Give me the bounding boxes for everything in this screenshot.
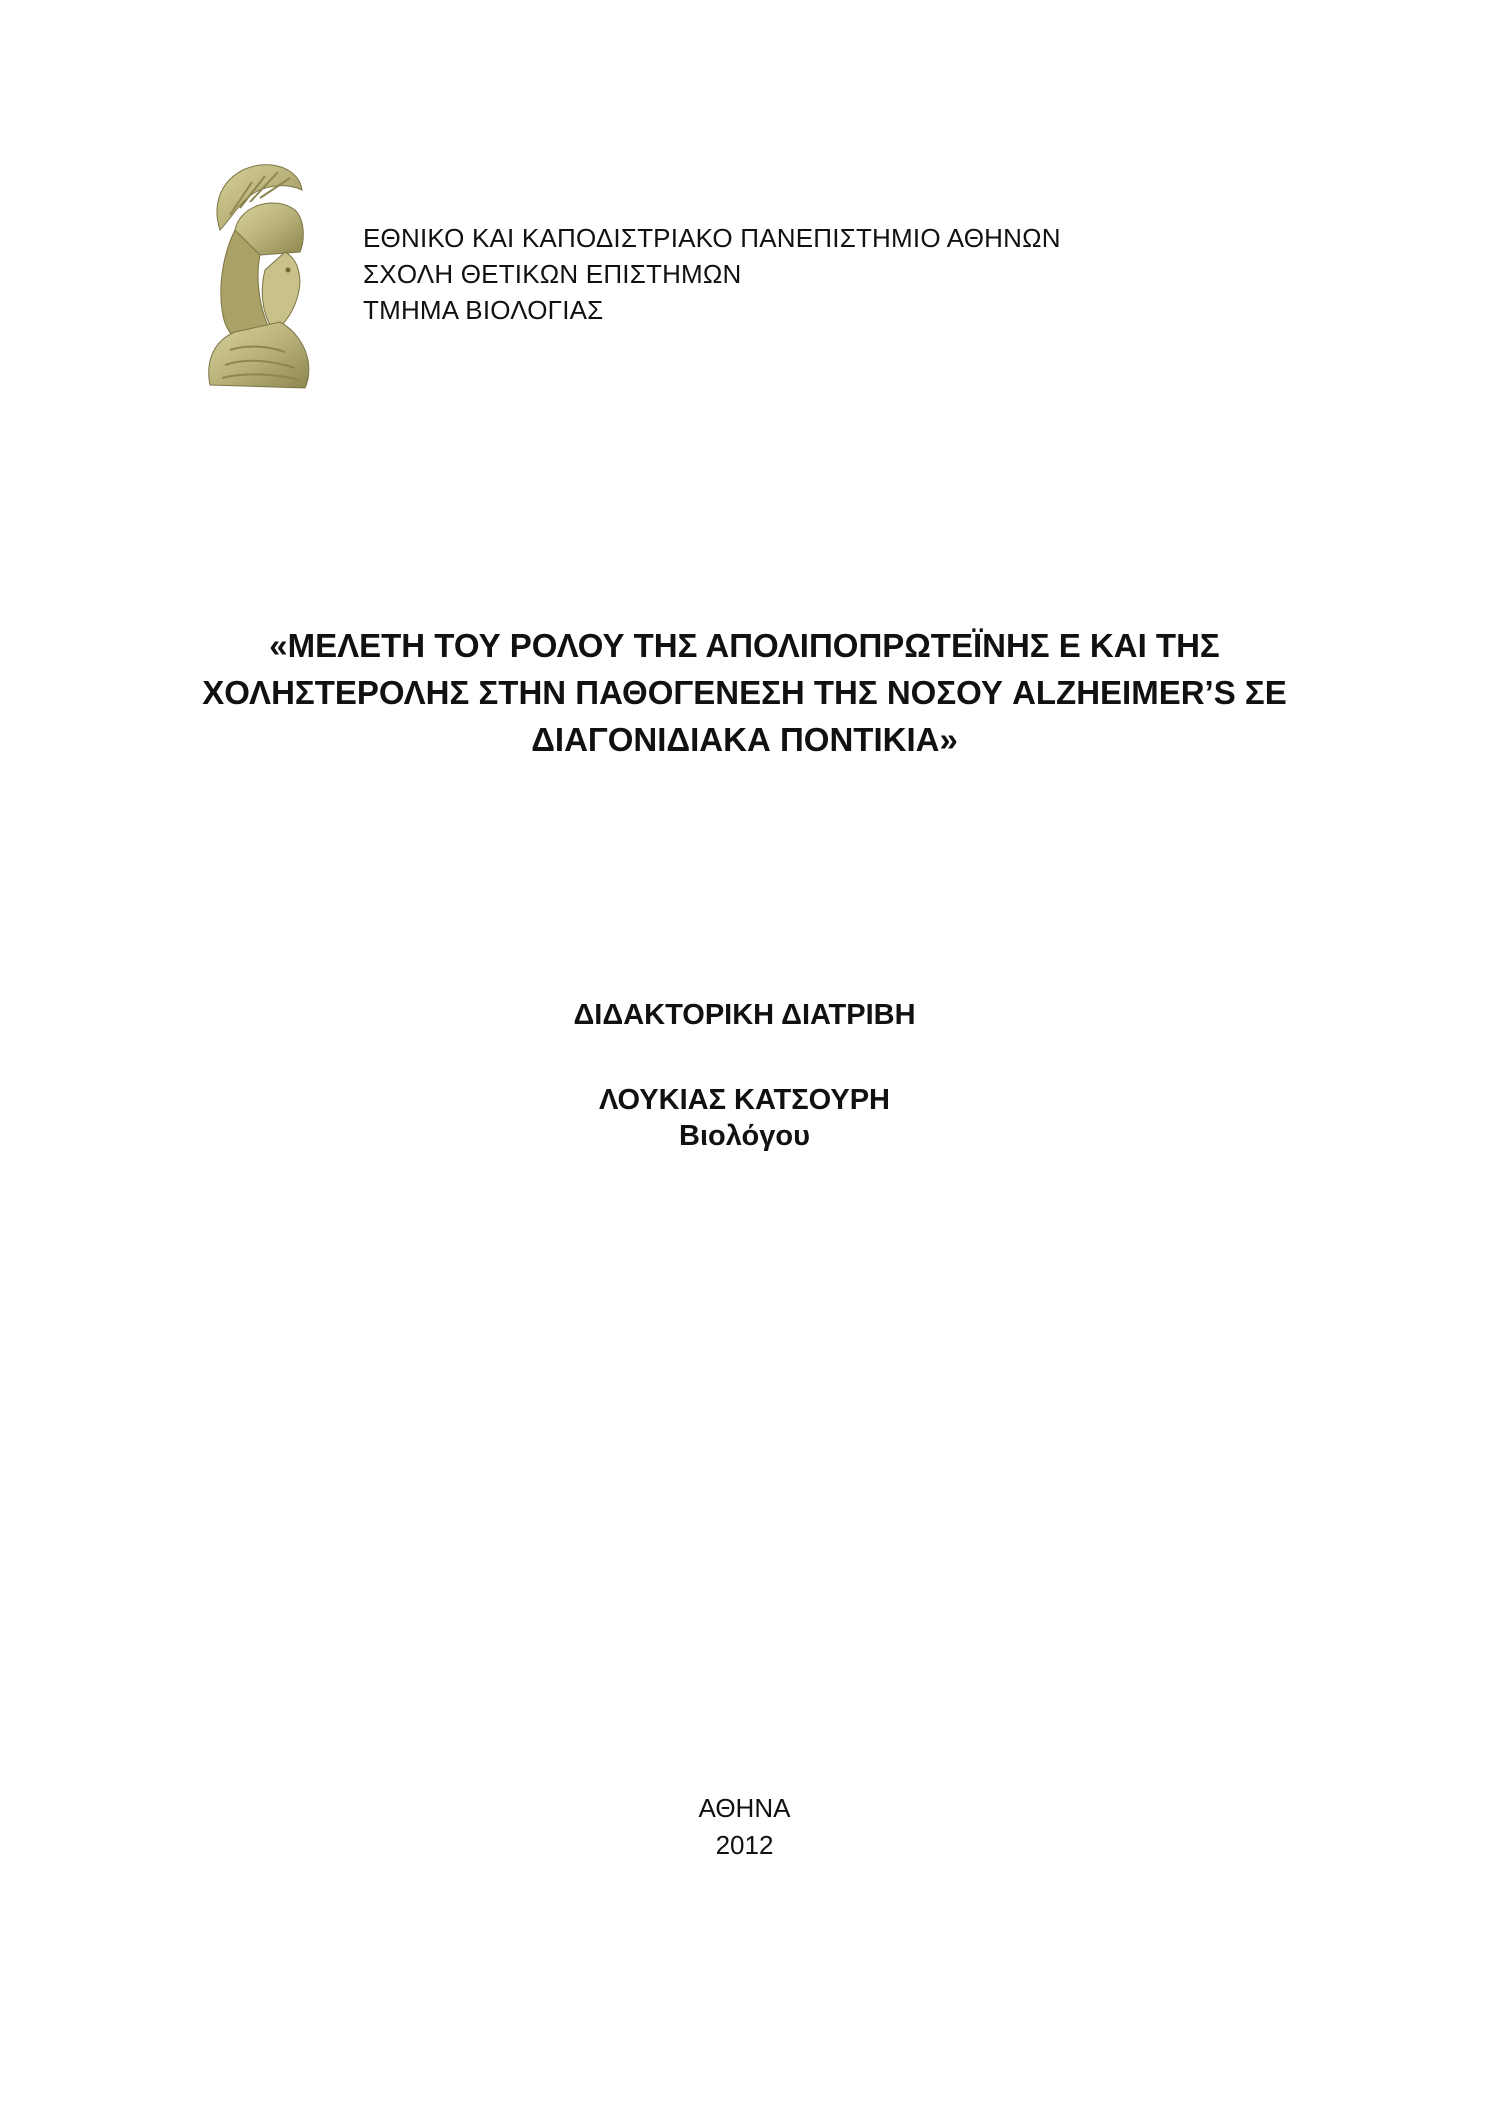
year: 2012 (715, 1830, 774, 1860)
author-role: Βιολόγου (679, 1120, 810, 1152)
university-name: ΕΘΝΙΚΟ ΚΑΙ ΚΑΠΟΔΙΣΤΡΙΑΚΟ ΠΑΝΕΠΙΣΤΗΜΙΟ ΑΘΗΝΩΝ (363, 223, 1061, 253)
thesis-title-line: «ΜΕΛΕΤΗ ΤΟΥ ΡΟΛΟΥ ΤΗΣ ΑΠΟΛΙΠΟΠΡΩΤΕΪΝΗΣ Ε ΚΑΙ ΤΗΣ (269, 627, 1220, 664)
institution-block (363, 220, 1061, 328)
document-type: ΔΙΔΑΚΤΟΡΙΚΗ ΔΙΑΤΡΙΒΗ (573, 999, 916, 1031)
thesis-title (150, 622, 1339, 763)
city: ΑΘΗΝΑ (698, 1793, 791, 1823)
author-name: ΛΟΥΚΙΑΣ ΚΑΤΣΟΥΡΗ (598, 1084, 891, 1116)
athena-emblem-icon (190, 160, 330, 390)
thesis-title-line: ΧΟΛΗΣΤΕΡΟΛΗΣ ΣΤΗΝ ΠΑΘΟΓΕΝΕΣΗ ΤΗΣ ΝΟΣΟΥ ALZHEIMER’S ΣΕ (202, 674, 1287, 711)
place-and-year (0, 1790, 1489, 1864)
department-name: ΤΜΗΜΑ ΒΙΟΛΟΓΙΑΣ (363, 295, 604, 325)
school-name: ΣΧΟΛΗ ΘΕΤΙΚΩΝ ΕΠΙΣΤΗΜΩΝ (363, 259, 742, 289)
thesis-title-line: ΔΙΑΓΟΝΙΔΙΑΚΑ ΠΟΝΤΙΚΙΑ» (531, 721, 958, 758)
author-block (0, 1082, 1489, 1154)
